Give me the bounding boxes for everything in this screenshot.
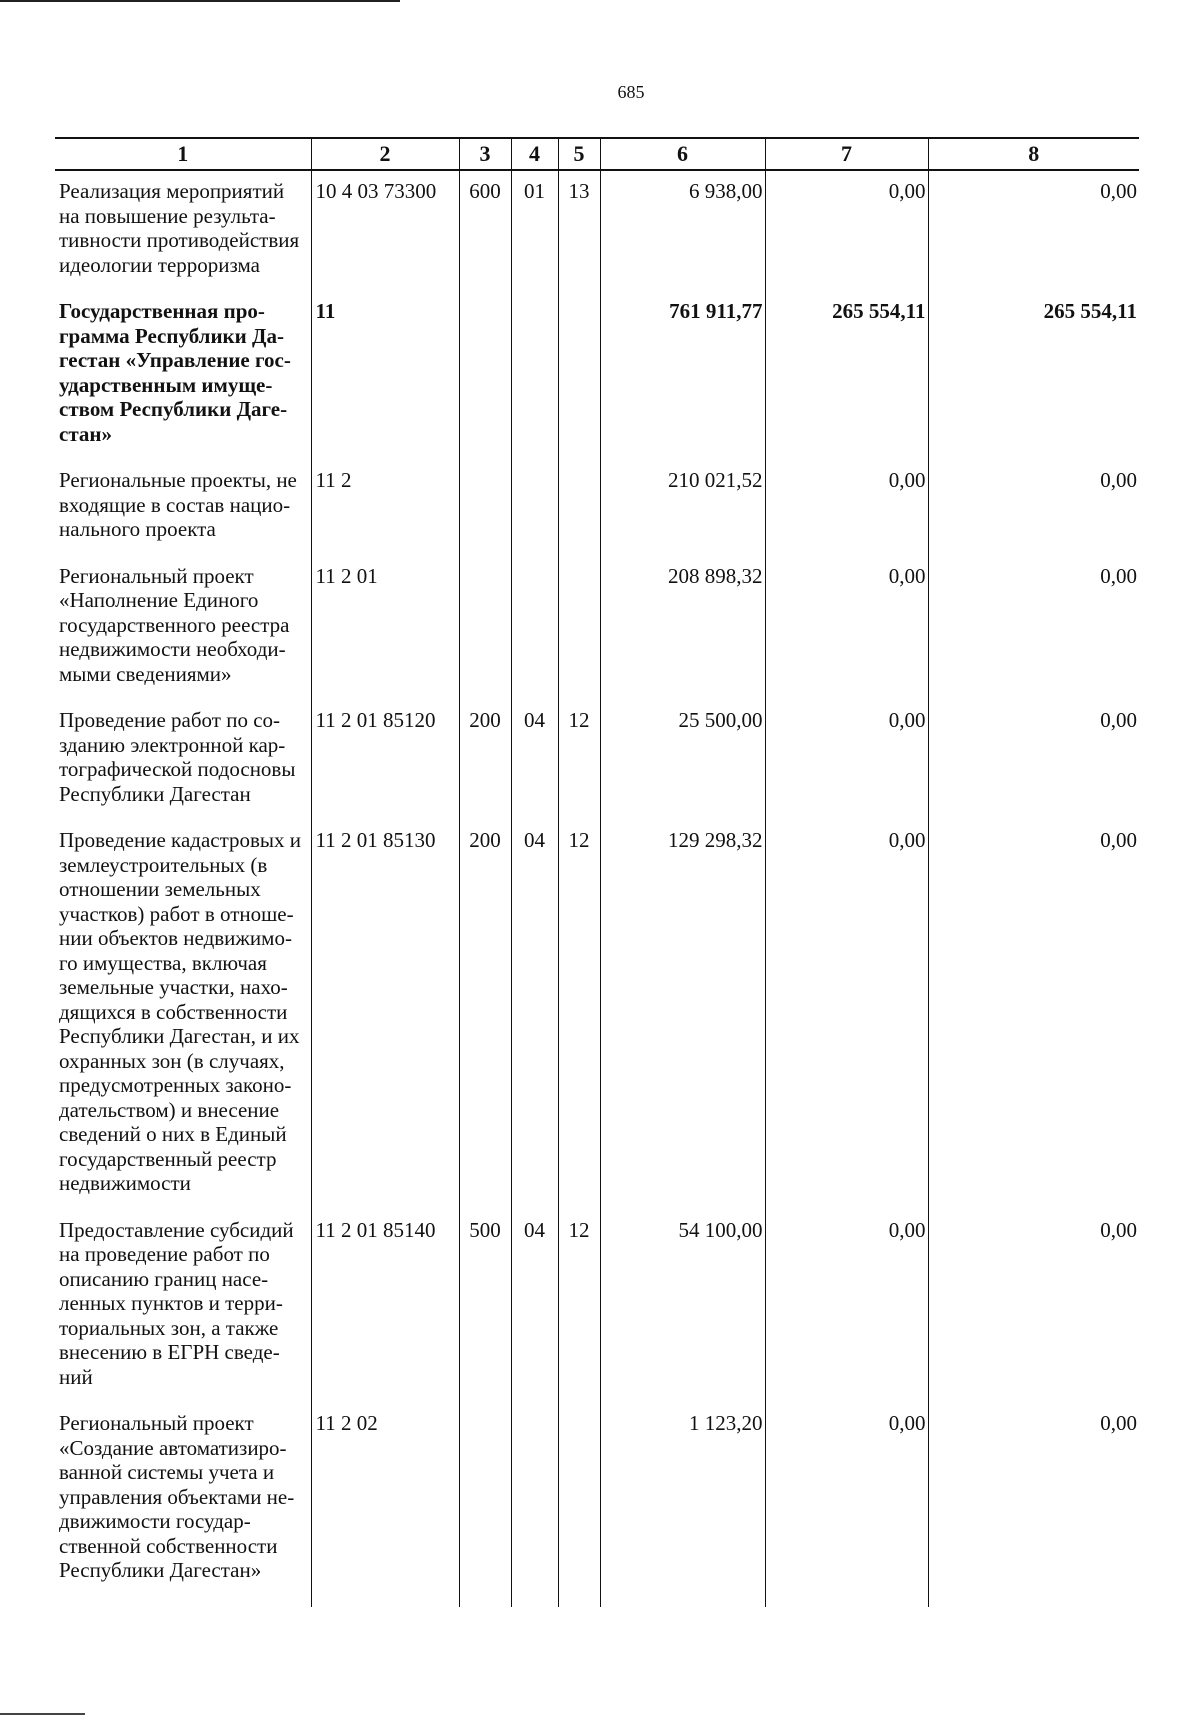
row-name: Проведение работ по со-зданию электронной кар-тографической подосновы Республики Дагестан [59, 708, 296, 806]
row-col4: 04 [511, 820, 558, 1210]
row-col5: 12 [558, 700, 600, 820]
row-col6: 208 898,32 [600, 556, 765, 701]
header-row [55, 138, 1139, 170]
table-row [55, 170, 1139, 291]
row-col3: 600 [459, 170, 511, 291]
row-col7: 0,00 [765, 170, 928, 291]
row-col5 [558, 1403, 600, 1607]
row-name: Предоставление субсидий на проведение работ по описанию границ насе-ленных пунктов и терри-ториальных зон, а также внесению в ЕГРН сведе-ний [59, 1217, 294, 1389]
row-col8: 0,00 [928, 820, 1139, 1210]
row-col3 [459, 556, 511, 701]
table-row [55, 1403, 1139, 1607]
row-code: 10 4 03 73300 [311, 170, 459, 291]
row-col6: 129 298,32 [600, 820, 765, 1210]
row-col8: 0,00 [928, 1210, 1139, 1404]
row-col7: 0,00 [765, 820, 928, 1210]
row-code: 11 2 01 85130 [311, 820, 459, 1210]
row-col6: 54 100,00 [600, 1210, 765, 1404]
scan-edge-line-bottom [0, 1713, 85, 1715]
row-name: Региональный проект «Создание автоматизиро-ванной системы учета и управления объектами не-движимости государ-ственной собственности Республики Дагестан» [59, 1411, 295, 1582]
row-col6: 1 123,20 [600, 1403, 765, 1607]
row-col5 [558, 460, 600, 556]
row-col3: 200 [459, 820, 511, 1210]
row-code: 11 2 02 [311, 1403, 459, 1607]
row-col7: 0,00 [765, 700, 928, 820]
row-col5: 13 [558, 170, 600, 291]
page-number: 685 [617, 82, 645, 102]
column-header: 4 [511, 138, 558, 170]
row-code: 11 2 01 85120 [311, 700, 459, 820]
table-row [55, 556, 1139, 701]
row-col4 [511, 556, 558, 701]
row-col8: 0,00 [928, 460, 1139, 556]
row-col7: 0,00 [765, 556, 928, 701]
row-col3 [459, 1403, 511, 1607]
row-name: Проведение кадастровых и землеустроительных (в отношении земельных участков) работ в отноше-нии объектов недвижимо-го имущества, включая земельные участки, нахо-дящихся в собственности Республики Дагестан, и их охранных зон (в случаях, предусмотренных законо-дательством) и внесение сведений о них в Единый государственный реестр недвижимости [59, 828, 302, 1195]
row-name: Государственная про-грамма Республики Да-гестан «Управление гос-ударственным имуще-ством Республики Даге-стан» [59, 299, 291, 446]
table-row [55, 1210, 1139, 1404]
budget-table [55, 137, 1139, 1607]
row-col6: 25 500,00 [600, 700, 765, 820]
row-col8: 0,00 [928, 556, 1139, 701]
row-col5 [558, 291, 600, 460]
row-col5: 12 [558, 820, 600, 1210]
row-code: 11 2 01 [311, 556, 459, 701]
column-header: 1 [55, 138, 311, 170]
column-header: 8 [928, 138, 1139, 170]
row-col8: 0,00 [928, 700, 1139, 820]
table-body [55, 170, 1139, 1607]
row-col3 [459, 460, 511, 556]
row-col4 [511, 460, 558, 556]
row-col6: 6 938,00 [600, 170, 765, 291]
column-header: 2 [311, 138, 459, 170]
table-row [55, 820, 1139, 1210]
scan-edge-line-top [0, 0, 400, 2]
row-col7: 265 554,11 [765, 291, 928, 460]
row-col4: 01 [511, 170, 558, 291]
column-header: 3 [459, 138, 511, 170]
column-header: 6 [600, 138, 765, 170]
row-col3: 200 [459, 700, 511, 820]
row-col4 [511, 291, 558, 460]
row-code: 11 2 01 85140 [311, 1210, 459, 1404]
column-header: 7 [765, 138, 928, 170]
row-col6: 761 911,77 [600, 291, 765, 460]
row-name: Региональные проекты, не входящие в состав нацио-нального проекта [59, 468, 297, 541]
column-header: 5 [558, 138, 600, 170]
row-name: Реализация мероприятий на повышение результа-тивности противодействия идеологии терроризма [59, 179, 300, 277]
row-col8: 0,00 [928, 1403, 1139, 1607]
row-col3: 500 [459, 1210, 511, 1404]
row-col8: 0,00 [928, 170, 1139, 291]
row-col3 [459, 291, 511, 460]
row-col7: 0,00 [765, 460, 928, 556]
row-name: Региональный проект «Наполнение Единого государственного реестра недвижимости необходи-мыми сведениями» [59, 563, 290, 686]
row-col4: 04 [511, 700, 558, 820]
row-col4: 04 [511, 1210, 558, 1404]
row-col7: 0,00 [765, 1210, 928, 1404]
row-col7: 0,00 [765, 1403, 928, 1607]
row-col6: 210 021,52 [600, 460, 765, 556]
row-col4 [511, 1403, 558, 1607]
table-row [55, 291, 1139, 460]
table-row [55, 460, 1139, 556]
row-col8: 265 554,11 [928, 291, 1139, 460]
row-code: 11 2 [311, 460, 459, 556]
row-col5 [558, 556, 600, 701]
row-col5: 12 [558, 1210, 600, 1404]
row-code: 11 [311, 291, 459, 460]
table-row [55, 700, 1139, 820]
